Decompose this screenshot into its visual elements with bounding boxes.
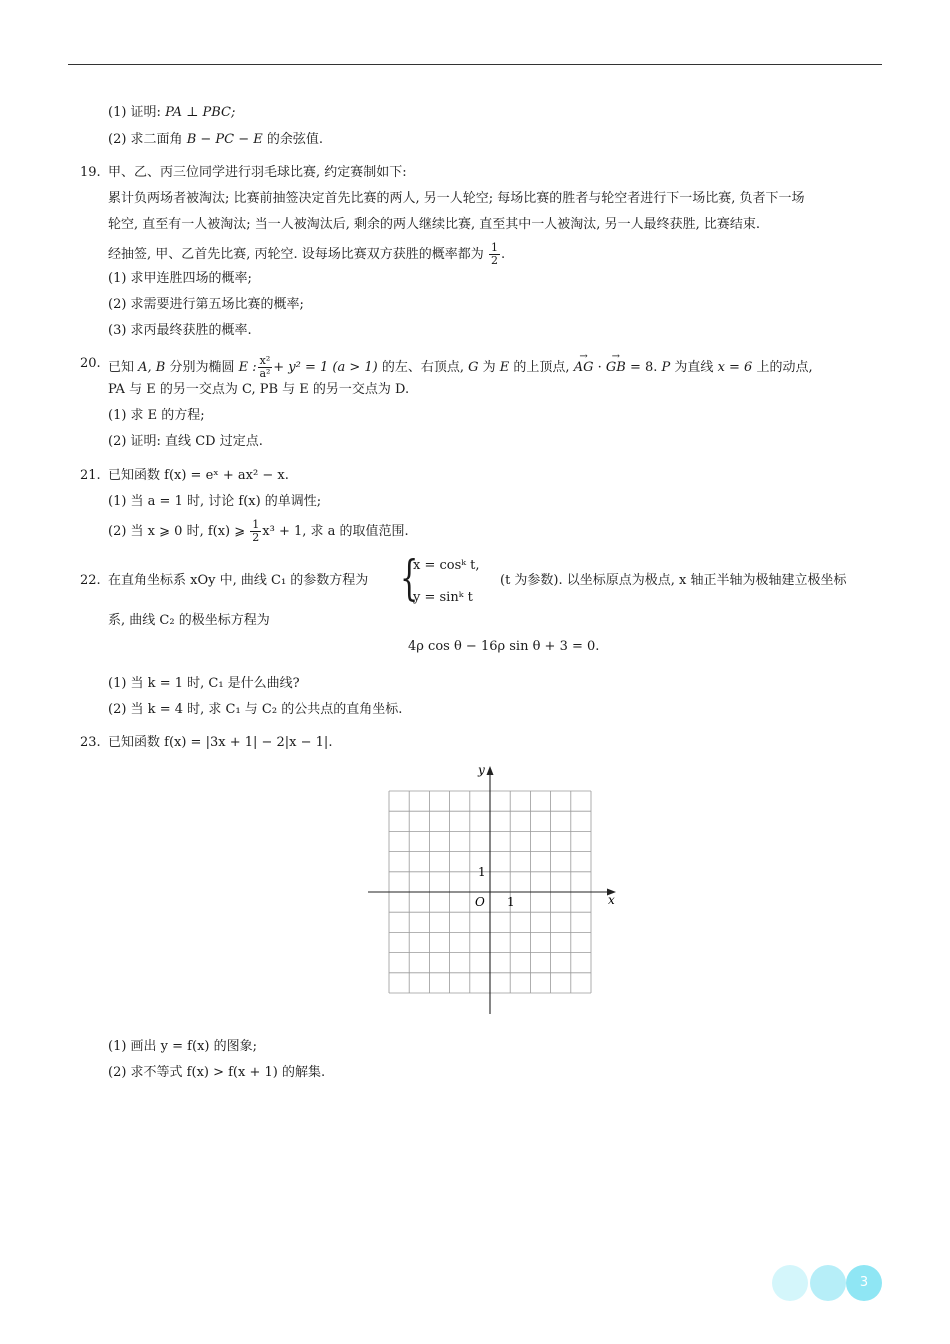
q20-part1: (1) 求 E 的方程; (108, 408, 205, 423)
q19-rule3: 经抽签, 甲、乙首先比赛, 丙轮空. 设每场比赛双方获胜的概率都为 $\frac{1}{2}$ . (108, 241, 506, 267)
q20-text-d: E : (238, 360, 257, 375)
q22-equation: 4ρ cos θ − 16ρ sin θ + 3 = 0. (408, 639, 600, 654)
q20-text-h: 为 (478, 360, 500, 375)
q20-text-c: 分别为椭圆 (165, 360, 239, 375)
q18-part2 (108, 131, 323, 149)
q21-fraction (250, 519, 261, 544)
q21-frac-num: 1 (252, 518, 260, 531)
q20-text-n: x = 6 (717, 360, 753, 375)
page-number: 3 (846, 1265, 882, 1301)
q20-text-m: 为直线 (670, 360, 718, 375)
q19-part3: (3) 求丙最终获胜的概率. (108, 323, 252, 338)
q18-part1 (108, 104, 235, 122)
y-tick-label: 1 (478, 865, 486, 879)
q19-half-num: 1 (490, 241, 498, 254)
q22-parametric-system (400, 550, 500, 612)
q19-intro: 甲、乙、丙三位同学进行羽毛球比赛, 约定赛制如下: (108, 165, 407, 180)
q21-part1: (1) 当 a = 1 时, 讨论 f(x) 的单调性; (108, 494, 322, 509)
q20-text-b: A, B (138, 360, 166, 375)
q20-text-e: + y² = 1 (a > 1) (273, 360, 378, 375)
q21-number: 21. (80, 468, 101, 483)
q20-vector-ag: → AG (574, 359, 594, 377)
q20-line1 (108, 355, 813, 380)
q19-half-fraction (489, 242, 500, 267)
header-rule (68, 64, 882, 65)
q18-part2-end: 的余弦值. (262, 132, 324, 147)
q20-frac-num: x² (259, 354, 271, 367)
q19-part1: (1) 求甲连胜四场的概率; (108, 271, 252, 286)
q19-part2: (2) 求需要进行第五场比赛的概率; (108, 297, 304, 312)
q20-line2: PA 与 E 的另一交点为 C, PB 与 E 的另一交点为 D. (108, 382, 410, 397)
q20-text-g: G (468, 360, 479, 375)
q18-part1-math: PA ⊥ PBC; (165, 105, 236, 120)
q22-number: 22. (80, 573, 101, 588)
q18-part1-text: (1) 证明: (108, 105, 166, 120)
q20-text-j: 的上顶点, (509, 360, 574, 375)
q20-text-k: = 8. (625, 360, 662, 375)
q21-part2 (108, 519, 409, 544)
q22-brace: { (400, 550, 419, 606)
q23-number: 23. (80, 735, 101, 750)
q19-rule2: 轮空, 直至有一人被淘汰; 当一人被淘汰后, 剩余的两人继续比赛, 直至其中一人被淘汰, 另一人最终获胜, 比赛结束. (108, 217, 760, 232)
q22-part1: (1) 当 k = 1 时, C₁ 是什么曲线? (108, 676, 300, 691)
q22-row2: y = sinᵏ t (413, 590, 473, 605)
x-axis-label: x (608, 893, 615, 907)
q21-part2-b: x³ + 1, 求 a 的取值范围. (262, 524, 409, 539)
q21-frac-den: 2 (252, 531, 260, 544)
q20-number: 20. (80, 356, 101, 371)
q21-part2-a: (2) 当 x ⩾ 0 时, f(x) ⩾ (108, 524, 246, 539)
y-axis-arrow-icon (487, 766, 494, 775)
page-dot-1 (772, 1265, 808, 1301)
q20-text-o: 上的动点, (752, 360, 813, 375)
q19-number: 19. (80, 165, 101, 180)
q22-row1: x = cosᵏ t, (413, 558, 480, 573)
q23-part1: (1) 画出 y = f(x) 的图象; (108, 1039, 257, 1054)
page-indicator (0, 1265, 950, 1301)
q20-text-a: 已知 (108, 360, 139, 375)
q20-part2: (2) 证明: 直线 CD 过定点. (108, 434, 263, 449)
q21-stem: 已知函数 f(x) = eˣ + ax² − x. (108, 468, 289, 483)
origin-label: O (475, 895, 485, 909)
q19-rule1: 累计负两场者被淘汰; 比赛前抽签决定首先比赛的两人, 另一人轮空; 每场比赛的胜者与轮空者进行下一场比赛, 负者下一场 (108, 191, 805, 206)
coordinate-grid-figure (360, 760, 630, 1020)
q19-half-den: 2 (490, 254, 498, 267)
q20-text-f: 的左、右顶点, (377, 360, 469, 375)
q19-rule3-text: 经抽签, 甲、乙首先比赛, 丙轮空. 设每场比赛双方获胜的概率都为 (108, 247, 484, 262)
q23-stem: 已知函数 f(x) = |3x + 1| − 2|x − 1|. (108, 735, 333, 750)
q20-frac-den: a² (259, 367, 271, 380)
q22-line1-a: 在直角坐标系 xOy 中, 曲线 C₁ 的参数方程为 (108, 573, 369, 588)
q18-part2-text: (2) 求二面角 (108, 132, 187, 147)
y-axis-label: y (478, 763, 485, 777)
q22-line1-b: (t 为参数). 以坐标原点为极点, x 轴正半轴为极轴建立极坐标 (500, 573, 847, 588)
q22-line2: 系, 曲线 C₂ 的极坐标方程为 (108, 613, 270, 628)
q20-dot: · (593, 360, 606, 375)
q20-text-l: P (661, 360, 671, 375)
x-tick-label: 1 (507, 895, 515, 909)
q22-part2: (2) 当 k = 4 时, 求 C₁ 与 C₂ 的公共点的直角坐标. (108, 702, 403, 717)
q20-text-i: E (499, 360, 510, 375)
q20-vector-gb: → GB (606, 359, 626, 377)
page-dot-2 (810, 1265, 846, 1301)
q18-part2-math: B − PC − E (186, 132, 263, 147)
q23-part2: (2) 求不等式 f(x) > f(x + 1) 的解集. (108, 1065, 326, 1080)
q20-fraction (258, 355, 273, 380)
